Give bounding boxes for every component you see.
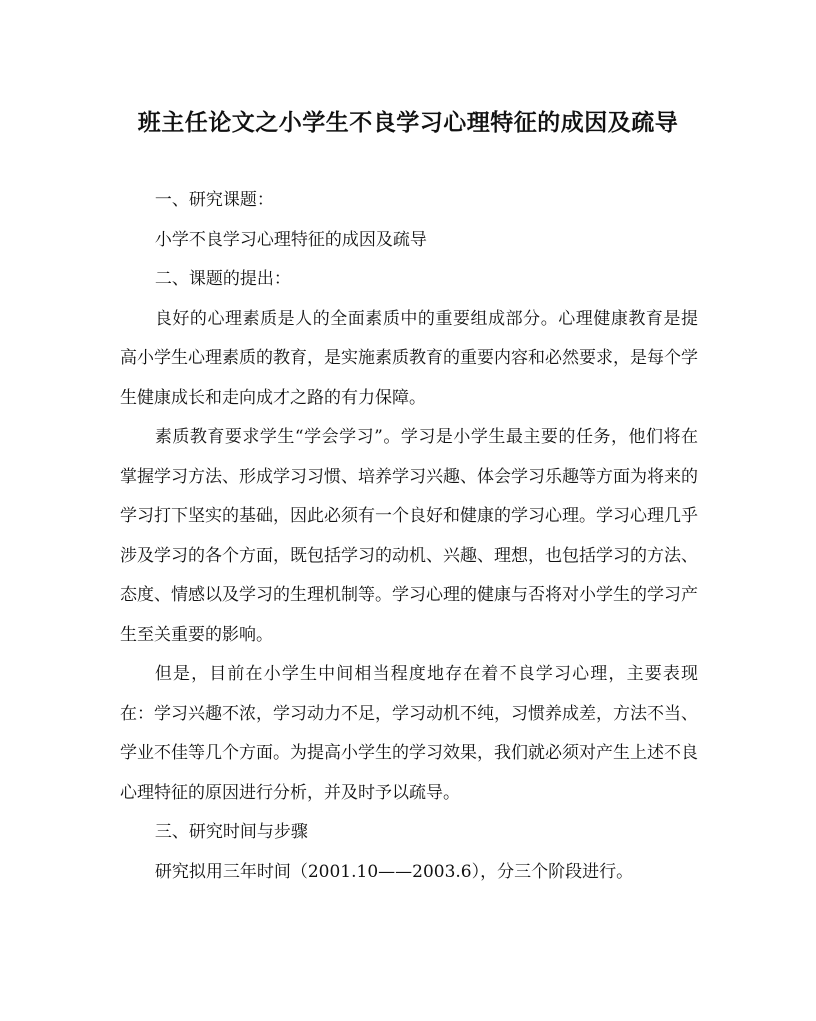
body-paragraph: 素质教育要求学生“学会学习”。学习是小学生最主要的任务，他们将在掌握学习方法、形成学习习惯、培养学习兴趣、体会学习乐趣等方面为将来的学习打下坚实的基础，因此必须有一个良好和健康的学习心理。学习心理几乎涉及学习的各个方面，既包括学习的动机、兴趣、理想，也包括学习的方法、态度、情感以及学习的生理机制等。学习心理的健康与否将对小学生的学习产生至关重要的影响。 [120,427,698,645]
document-title: 班主任论文之小学生不良学习心理特征的成因及疏导 [137,109,679,136]
document-body [120,181,698,892]
body-paragraph: 研究拟用三年时间（2001.10——2003.6），分三个阶段进行。 [154,861,634,882]
body-paragraph: 良好的心理素质是人的全面素质中的重要组成部分。心理健康教育是提高小学生心理素质的教育，是实施素质教育的重要内容和必然要求，是每个学生健康成长和走向成才之路的有力保障。 [120,308,698,408]
research-topic-text: 小学不良学习心理特征的成因及疏导 [154,229,427,250]
section-heading-topic-proposal: 二、课题的提出： [154,269,291,289]
section-heading-research-topic: 一、研究课题： [154,190,274,210]
section-heading-time-and-steps: 三、研究时间与步骤 [154,822,308,842]
body-paragraph: 但是，目前在小学生中间相当程度地存在着不良学习心理，主要表现在：学习兴趣不浓，学习动力不足，学习动机不纯，习惯养成差，方法不当、学业不佳等几个方面。为提高小学生的学习效果，我们就必须对产生上述不良心理特征的原因进行分析，并及时予以疏导。 [120,664,698,803]
